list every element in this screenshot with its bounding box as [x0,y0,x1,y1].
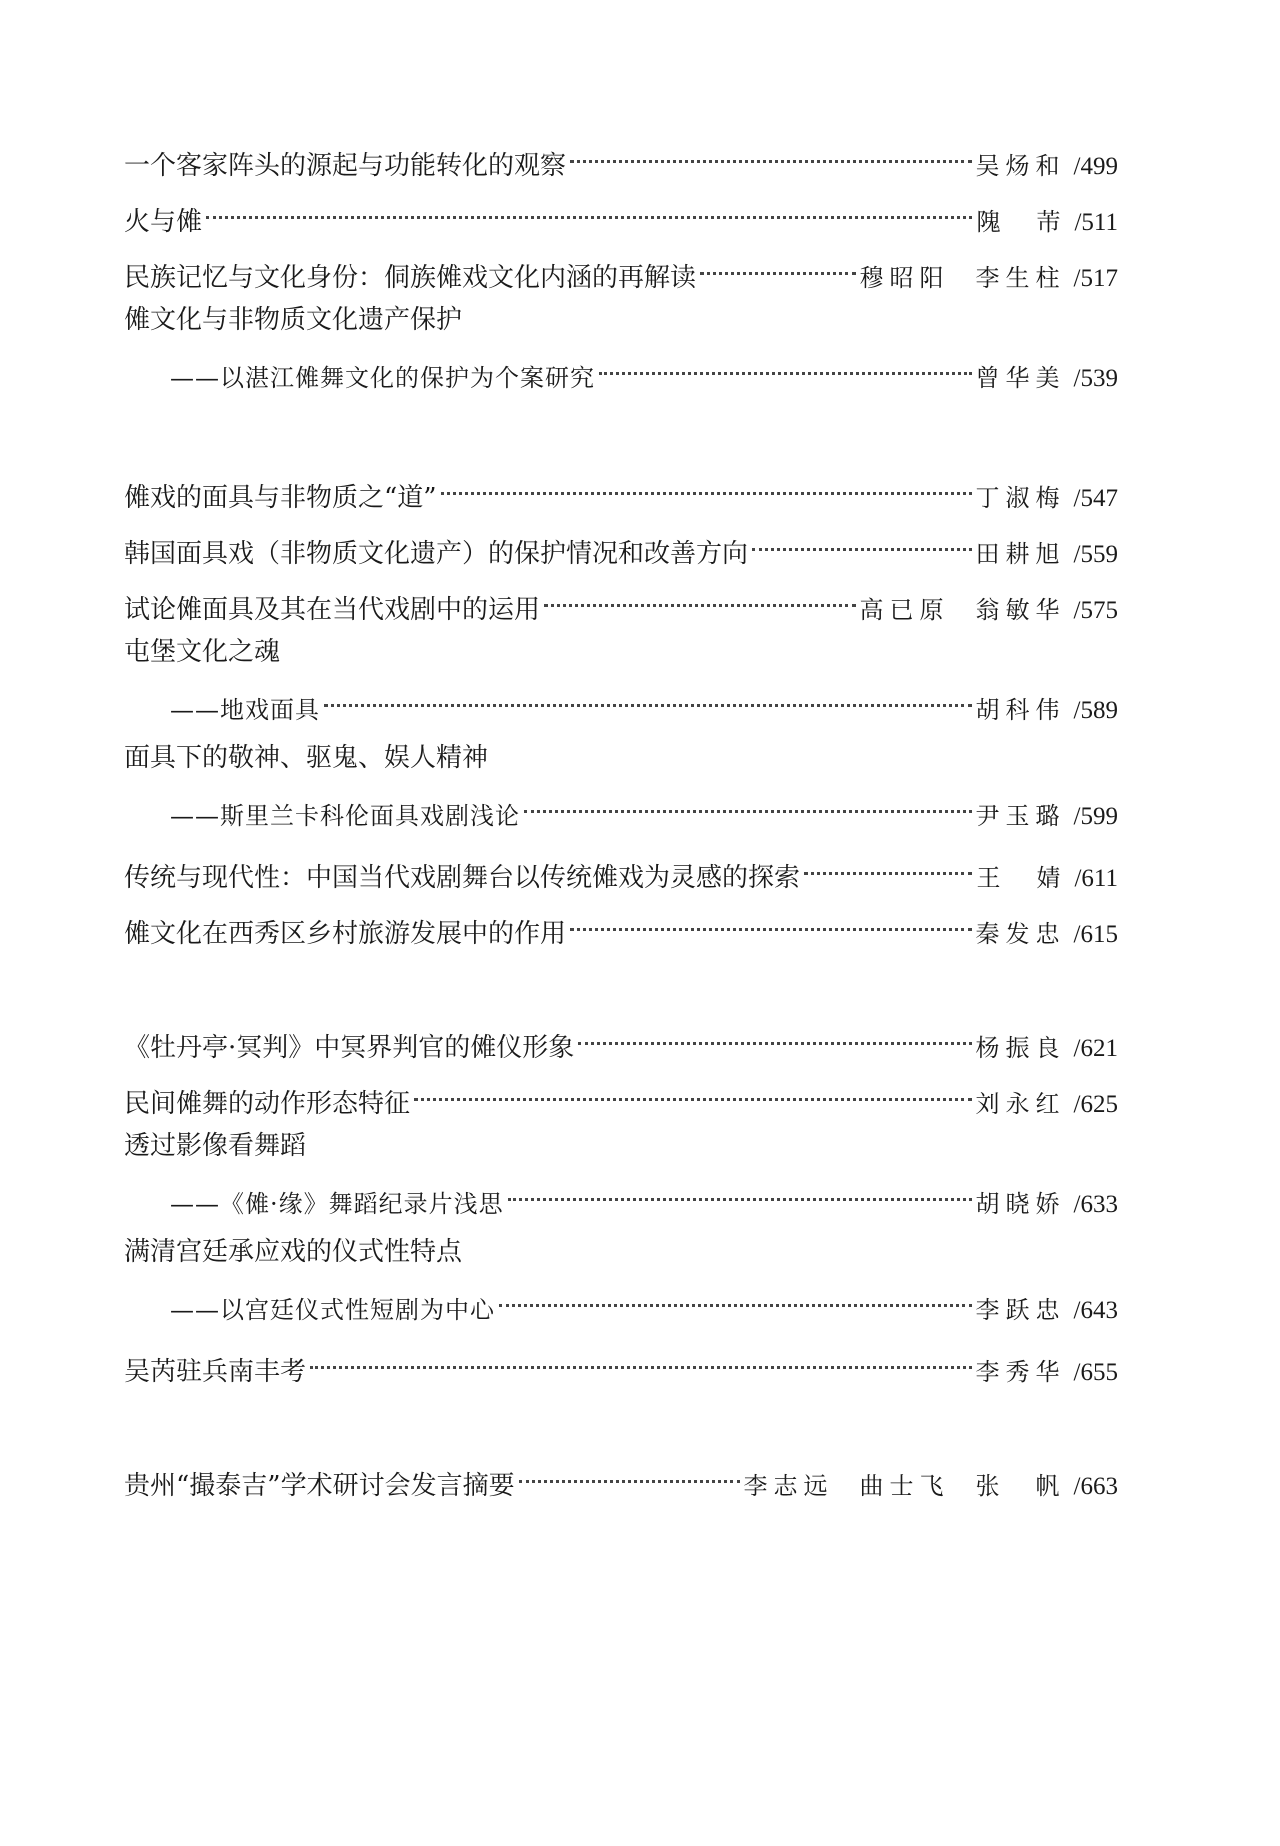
entry-author: 张 帆 [975,1472,1066,1500]
entry-line [124,1068,1118,1119]
entry-page-number: /499 [1073,153,1118,180]
entry-line [124,1336,1118,1387]
toc-entry[interactable] [124,462,1118,513]
toc-entry[interactable] [124,186,1118,237]
entry-title: 火与傩 [124,207,203,237]
entry-subtitle: ——斯里兰卡科伦面具戏剧浅论 [170,802,520,830]
toc-section [124,130,1118,392]
entry-title: 透过影像看舞蹈 [124,1131,307,1161]
entry-line [124,1168,1118,1218]
entry-author: 杨振良 [975,1034,1066,1062]
dot-leader [544,574,856,618]
toc-entry[interactable] [124,898,1118,949]
entry-title: 满清宫廷承应戏的仪式性特点 [124,1237,463,1267]
dot-leader [570,898,972,942]
dot-leader [570,130,972,174]
entry-author: 李生柱 [975,264,1066,292]
entry-line [124,1012,1118,1063]
entry-line [124,780,1118,830]
toc-entry[interactable] [124,1124,1118,1218]
entry-author: 隗 芾 [976,208,1067,236]
entry-page-number: /575 [1073,597,1118,624]
toc-entry[interactable] [124,518,1118,569]
entry-line [124,574,1118,625]
entry-title: 试论傩面具及其在当代戏剧中的运用 [124,595,541,625]
entry-title: 傩文化在西秀区乡村旅游发展中的作用 [124,919,567,949]
toc-entry[interactable] [124,1336,1118,1387]
dot-leader [524,780,972,824]
dot-leader [519,1450,740,1494]
toc-section [124,462,1118,949]
toc-section [124,1450,1118,1501]
dot-leader [752,518,972,562]
entry-page-number: /559 [1073,541,1118,568]
entry-line [124,242,1118,293]
entry-author: 翁敏华 [975,596,1066,624]
entry-subtitle: ——以宫廷仪式性短剧为中心 [170,1296,495,1324]
entry-line [124,186,1118,237]
table-of-contents [124,130,1118,1506]
entry-line [124,1450,1118,1501]
entry-page-number: /621 [1073,1035,1118,1062]
entry-title: 民族记忆与文化身份：侗族傩戏文化内涵的再解读 [124,263,697,293]
toc-entry[interactable] [124,630,1118,724]
entry-page-number: /633 [1073,1191,1118,1218]
dot-leader [578,1012,971,1056]
entry-subtitle: ——地戏面具 [170,696,320,724]
dot-leader [804,842,972,886]
toc-entry[interactable] [124,242,1118,293]
entry-author: 丁淑梅 [975,484,1066,512]
entry-author: 刘永红 [975,1090,1066,1118]
toc-entry[interactable] [124,842,1118,893]
entry-author: 李志远 [743,1472,834,1500]
entry-title: 傩戏的面具与非物质之“道” [124,483,437,513]
entry-line [124,462,1118,513]
entry-title: 吴芮驻兵南丰考 [124,1357,307,1387]
entry-page-number: /517 [1073,265,1118,292]
entry-title: 傩文化与非物质文化遗产保护 [124,305,463,335]
dot-leader [499,1274,972,1318]
dot-leader [441,462,972,506]
entry-page-number: /589 [1073,697,1118,724]
toc-entry[interactable] [124,1068,1118,1119]
entry-author: 王 婧 [976,864,1067,892]
entry-author: 李跃忠 [975,1296,1066,1324]
entry-line [124,898,1118,949]
dot-leader [599,342,972,386]
dot-leader [508,1168,972,1212]
entry-title: 面具下的敬神、驱鬼、娱人精神 [124,743,489,773]
entry-title: 韩国面具戏（非物质文化遗产）的保护情况和改善方向 [124,539,749,569]
entry-author: 曾华美 [975,364,1066,392]
entry-page-number: /511 [1074,209,1118,236]
entry-line [124,674,1118,724]
entry-page-number: /599 [1073,803,1118,830]
entry-line [124,518,1118,569]
entry-author: 胡科伟 [975,696,1066,724]
entry-author: 穆昭阳 [859,264,950,292]
entry-author: 李秀华 [975,1358,1066,1386]
entry-title: 屯堡文化之魂 [124,637,281,667]
entry-author: 吴炀和 [975,152,1066,180]
toc-section [124,1012,1118,1387]
entry-line [124,1274,1118,1324]
entry-title: 贵州“撮泰吉”学术研讨会发言摘要 [124,1471,515,1501]
toc-entry[interactable] [124,1012,1118,1063]
dot-leader [206,186,972,230]
entry-author: 高已原 [859,596,950,624]
entry-page-number: /643 [1073,1297,1118,1324]
entry-title: 传统与现代性：中国当代戏剧舞台以传统傩戏为灵感的探索 [124,863,801,893]
toc-entry[interactable] [124,574,1118,625]
entry-author: 秦发忠 [975,920,1066,948]
dot-leader [310,1336,972,1380]
toc-entry[interactable] [124,1230,1118,1324]
dot-leader [700,242,856,286]
entry-subtitle: ——以湛江傩舞文化的保护为个案研究 [170,364,595,392]
toc-entry[interactable] [124,130,1118,181]
entry-author: 田耕旭 [975,540,1066,568]
entry-author: 尹玉璐 [975,802,1066,830]
entry-page-number: /539 [1073,365,1118,392]
toc-entry[interactable] [124,298,1118,392]
entry-page-number: /625 [1073,1091,1118,1118]
entry-title: 民间傩舞的动作形态特征 [124,1089,411,1119]
entry-line [124,130,1118,181]
entry-author: 胡晓娇 [975,1190,1066,1218]
entry-line [124,342,1118,392]
dot-leader [414,1068,972,1112]
entry-page-number: /615 [1073,921,1118,948]
entry-author: 曲士飞 [859,1472,950,1500]
entry-page-number: /611 [1074,865,1118,892]
entry-line [124,842,1118,893]
entry-subtitle: ——《傩·缘》舞蹈纪录片浅思 [170,1190,504,1218]
dot-leader [324,674,972,718]
toc-entry[interactable] [124,1450,1118,1501]
entry-page-number: /547 [1073,485,1118,512]
entry-page-number: /655 [1073,1359,1118,1386]
entry-title: 《牡丹亭·冥判》中冥界判官的傩仪形象 [124,1033,575,1063]
entry-page-number: /663 [1073,1473,1118,1500]
toc-entry[interactable] [124,736,1118,830]
entry-title: 一个客家阵头的源起与功能转化的观察 [124,151,567,181]
